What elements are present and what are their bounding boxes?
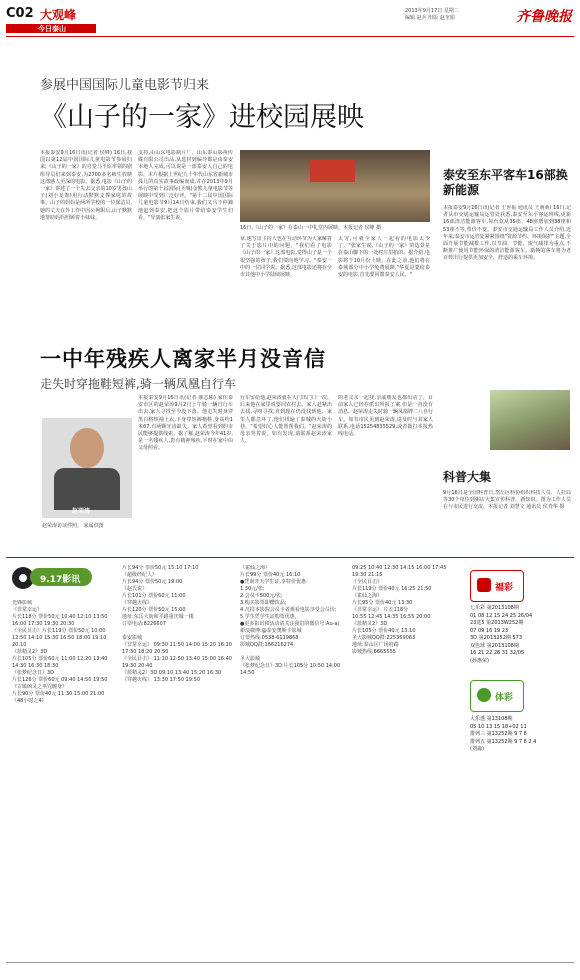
side-title: 泰安至东平客车16部换新能源 <box>443 168 568 197</box>
movies-col2: 片长94分 票价50元 15:10 17:10 《超级经纪人》 片长94分 票价50元 19:00 《赵氏说》 片长101分 票价60元 11:00 《穿越火线》 片长120分 票价50元 15:00 地址:东岳大街和平路重庆城一楼 订票电话:8226607 泰安影城 《非常幸运》 09:30 11:50 14:00 15:20 16:10 17:30 18:20 20:50 《全民目击》 11:10 12:50 13:40 15:00 16:40 19:30 20:40 《蓝精灵2》3D 09:10 13:40 15:20 16:30 《穿越火线》 13:30 17:50 19:50 <box>122 565 232 683</box>
story2-subtitle: 走失时穿拖鞋短裤,骑一辆凤凰自行车 <box>40 377 236 391</box>
story1-title: 《山子的一家》进校园展映 <box>40 102 364 133</box>
story2-col2: 行车留给他,赵荣涛就在大门出门口一次。后来他在家里说要回农村去。家人赶紧出去找,寻呀寻找,直到现在仍没找到他。家里人都急坏了,他们找遍了泰城的大街小巷。"希望好心人能帮帮我们。"赵荣涛的母亲哭着说。如有发现,请联系赵荣涛家人。 <box>240 395 332 445</box>
section-name: 大观峰 <box>40 8 77 22</box>
side-photo <box>490 390 570 450</box>
ticai-label: 体彩 <box>495 693 514 703</box>
fucai-icon <box>477 578 491 592</box>
ticai-icon <box>477 688 491 702</box>
stage-banner <box>310 160 355 182</box>
story1-col4: 太穷,可就全家人一起看的电影太少了。"张家生说,《山子的一家》的选景是在泰山脚下的一处村庄里拍的。据介绍,电影将于10月份上映。在此之前,他们将在泰城部分中小学免费展映,"华夏是要给泰安的电影,首先要回馈泰安人民。" <box>338 236 430 279</box>
story1-kicker: 参展中国国际儿童电影节归来 <box>40 78 210 93</box>
brief-body: 9月16日是全国科普日,岱岳区科协组织科技人员、人社局等30个单位到粥店大集宣传科普、新知识。图为工作人员在与市民进行交流。本报记者 刘慧文 通讯员 侯青华 摄 <box>443 490 571 511</box>
fucai-label: 福彩 <box>495 583 514 593</box>
shoulders-shape <box>54 468 120 510</box>
movies-col1: 光锋影城 《非常幸运》 片长118分 票价50元 10:40 12:10 13:50 16:00 17:30 19:30 20:30 《全民目击》片长119分 票价50元 10:00 12:50 14:10 15:30 16:50 18:00 19:10 20:10 《蓝精灵2》3D 片长105分 票价60元 11:00 12:20 13:40 14:30 16:30 18:30 《张梦纪念日》3D 片长126分 票价60元 09:40 14:50 19:50 《古镇凶灵之巫咒缠身》 片长90分 票价40元 11:30 15:00 21:00 《48小时之4》 <box>12 600 108 704</box>
missing-person-photo <box>42 418 132 518</box>
ticai-results: 大乐透 第13108期 05 10 13 15 18+02 11 排列三 第13252期 9 7 8 排列五 第13252期 9 7 8 2 4 (刘淼) <box>470 716 537 752</box>
photo-name: 赵荣涛 <box>72 508 91 515</box>
newspaper-logo: 齐鲁晚报 <box>516 9 572 25</box>
story2-col3: 的老父亲一起找,亲戚朋友也都出动了。目前家人已经在派出所报了案,但是一直没有消息。赵荣涛走失时骑一辆凤凰牌二八自行车。如有市民见到赵荣涛,请及时与其家人联系,电话15254835529,或者拨打本报热线电话。 <box>338 395 433 438</box>
story1-photo <box>240 150 430 222</box>
header-divider <box>6 36 574 37</box>
ticai-badge <box>470 680 524 712</box>
story1-col2: 支持,由山东电影制片厂、山东泰山影视传媒有限公司出品,从选材到编导都是由泰安本地人完成,可以说是一部泰安人自己的电影。本片根据上世纪九十年代山东省新城市孤儿的真实故事改编而成,并在2013年9月举行的第十届国际(圣城)金熊儿童电影节等展映中受到广泛好评。"第十二届中国国际儿童电影节9月14日结束,我们又马不停蹄地赶到泰安,把这个影片带给泰安学生们看。"导演张家生说。 <box>138 150 233 221</box>
movies-col4: 09:25 10:40 12:30 14:15 16:00 17:45 19:30 21:15 《全民目击》 片长119分 票价40元 16:25 21:50 《雀仙之海》 片长95分 票价40元 13:30 《非常幸运》 片长118分 10:55 12:45 14:35 16:55 20:00 《蓝精灵2》3D 片长105分 票价40元 13:10 圣大影城QQ群:225369063 地址:泰山区广场府路 影城热线:6665555 <box>352 565 447 655</box>
fucai-results: 七乐彩 第2013108期 01 08 12 15 24 25 26/04 23选5 第2013W252期 07 09 16 19 23 3D 第2013252期 573 双色球 第2013108期 16 21 22 28 31 32/05 (孙惠荣) <box>470 605 533 664</box>
dateline <box>405 8 459 22</box>
fucai-badge <box>470 570 524 602</box>
brief-title: 科普大集 <box>443 470 492 484</box>
face-shape <box>70 428 104 468</box>
movies-title: 9.17影讯 <box>40 575 81 585</box>
story1-col1: 本报泰安9月16日讯(记者 侯峰) 16日,我国以第12届中国国际儿童电影节参展归来,《山子的一家》的自觉马平原率领的剧组导员们来到泰安,为2700多名师生放映这部感人至深的电影。据悉,电影《山子的一家》讲述了一个失去父亲的10岁男孩山子(刘小龙饰)用行动默默支撑家庭的故事。山子的妈妈是两所学校的一位保洁员,她的丈夫在外工作中因公殉职后,山子默默地帮助妈妈照顾着小妹妹。 <box>40 150 132 221</box>
reel-hub <box>19 574 27 582</box>
page-code: C02 <box>6 6 34 21</box>
section-divider <box>6 557 574 558</box>
date: 2013年9月17日 星期二 <box>405 8 459 14</box>
story2-col1: 本报泰安9月16日讯(记者 郝志彬) 家住泰安市区的赵荣涛9月2日上午骑一辆自行车出去,家人寻找至今没下落。他走失时身穿黑白格短袖上衣,下身穿短裤拖鞋,身高约1米67,有两颗牙齿缺失。家人希望看到的市民能够提供线索。据了解,赵荣涛今年41岁,是一名残疾人,患有精神残疾,平时在家中由父母照看。 <box>138 395 233 452</box>
subsection-name: 今日泰山 <box>38 25 66 33</box>
story1-col3: 章,速写出主持人也在互动环节为大家解答了关于影片中的问题。"我们看了电影《山子的一家》这部电影,觉得山子是一个很坚强的孩子,我们要向他学习。"泰安一中的一位同学说。据悉,这部电影还将在全市其他中小学陆续展映。 <box>240 236 332 279</box>
side-body: 本报泰安9月16日讯(记者 王世振 通讯员 王萌萌) 16日,记者从市交通运输局运管处获悉,泰安至东平客运班线,更新16部清洁能源客车,每台款从35座、48座增加到38座和53座不等,票价不变。泰安市交通运输局工作人员介绍,近年来,泰安市运管处紧紧围绕"资源节约、环境保护"主题,全面开展节能减排工作,以节油、节能、废气减排为重点,不断推广使用节能环保的清洁能源客车。新换的客车将为老百姓出行提供更加安全、舒适的乘车环境。 <box>443 205 571 262</box>
movies-col3: 《雀仙之海》 片长99分 票价40元 16:10 ●凭南开大学生证,享特价优惠: 1.30元/张; 2.会员卡500元/张; 3.购买影票即赠饮品; 4.凡持本影院会员卡者观看电影享受会员价; 5.学生凭学生证购票优惠。 ●更多影讯和活动请关注我们的微信号:Au-ai 新浪微博:@泰安奥斯卡影城 订票热线:0538-6119868 影城QQ群:166216274 圣大影城 《张梦纪念日》3D 片长105分 10:50 14:00 14:50 <box>240 565 341 676</box>
editors: 编辑 赵兵 组版 赵奎娟 <box>405 15 455 21</box>
story2-title: 一中年残疾人离家半月没音信 <box>40 346 326 371</box>
story1-photo-caption: 16日,《山子的一家》在泰山一中礼堂内展映。本报记者 侯峰 摄 <box>240 225 382 231</box>
footer-rule <box>6 962 574 963</box>
story2-photo-caption: 赵荣涛访证件照。 家属供图 <box>42 523 104 529</box>
